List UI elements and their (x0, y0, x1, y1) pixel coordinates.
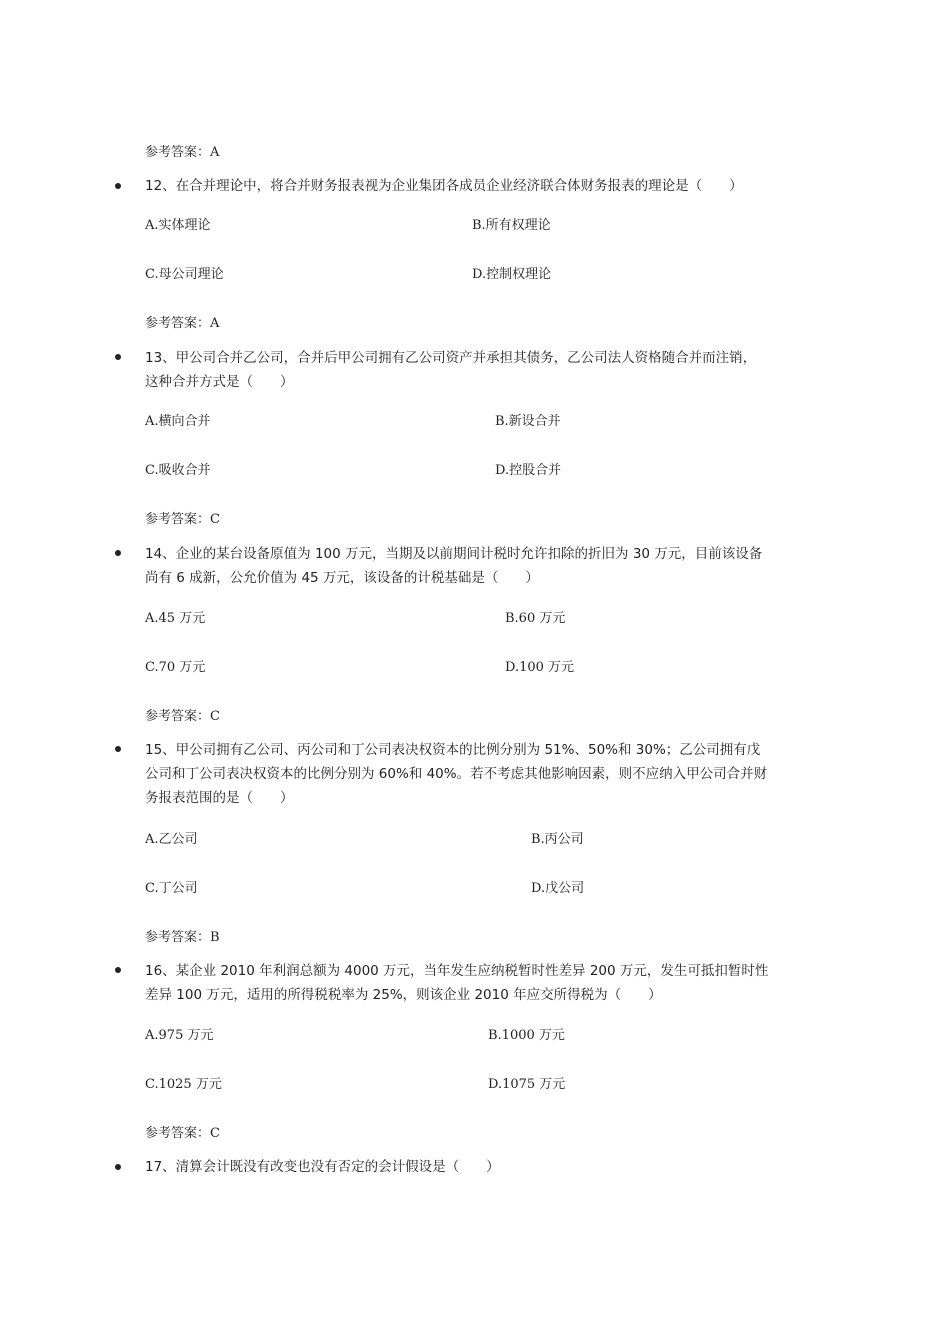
bullet-icon (115, 746, 121, 752)
option-14-d: D.100 万元 (505, 660, 575, 675)
option-15-c: C.丁公司 (145, 881, 198, 896)
question-15-line-1: 15、甲公司拥有乙公司、丙公司和丁公司表决权资本的比例分别为 51%、50%和 30%；乙公司拥有戊 (145, 742, 761, 758)
option-14-b: B.60 万元 (505, 611, 566, 626)
option-12-b: B.所有权理论 (472, 218, 551, 233)
question-17: 17、清算会计既没有改变也没有否定的会计假设是（ ） (145, 1159, 500, 1175)
question-13-line-2: 这种合并方式是（ ） (145, 374, 294, 390)
answer-14: 参考答案：C (145, 709, 220, 724)
option-13-d: D.控股合并 (495, 463, 562, 478)
question-14-line-1: 14、企业的某台设备原值为 100 万元，当期及以前期间计税时允许扣除的折旧为 30 万元，目前该设备 (145, 546, 763, 562)
option-15-a: A.乙公司 (145, 832, 198, 847)
question-12: 12、在合并理论中，将合并财务报表视为企业集团各成员企业经济联合体财务报表的理论是（ ） (145, 178, 743, 194)
question-13-line-1: 13、甲公司合并乙公司，合并后甲公司拥有乙公司资产并承担其债务，乙公司法人资格随合并而注销， (145, 350, 757, 366)
question-16-line-2: 差异 100 万元，适用的所得税税率为 25%，则该企业 2010 年应交所得税为（ ） (145, 987, 662, 1003)
option-15-b: B.丙公司 (531, 832, 584, 847)
bullet-icon (115, 183, 121, 189)
answer-13: 参考答案：C (145, 512, 220, 527)
option-15-d: D.戊公司 (531, 881, 585, 896)
option-16-b: B.1000 万元 (488, 1028, 565, 1043)
option-12-d: D.控制权理论 (472, 267, 552, 282)
bullet-icon (115, 967, 121, 973)
answer-16: 参考答案：C (145, 1126, 220, 1141)
answer-11: 参考答案：A (145, 145, 220, 160)
question-16-line-1: 16、某企业 2010 年利润总额为 4000 万元，当年发生应纳税暂时性差异 200 万元，发生可抵扣暂时性 (145, 963, 769, 979)
question-14-line-2: 尚有 6 成新，公允价值为 45 万元，该设备的计税基础是（ ） (145, 570, 539, 586)
bullet-icon (115, 354, 121, 360)
option-16-d: D.1075 万元 (488, 1077, 566, 1092)
question-13 (145, 346, 756, 394)
question-15-line-2: 公司和丁公司表决权资本的比例分别为 60%和 40%。若不考虑其他影响因素，则不应纳入甲公司合并财 (145, 766, 768, 782)
option-14-a: A.45 万元 (145, 611, 206, 626)
answer-15: 参考答案：B (145, 930, 220, 945)
question-15 (145, 738, 767, 810)
question-16 (145, 959, 768, 1007)
option-12-a: A.实体理论 (145, 218, 211, 233)
bullet-icon (115, 1164, 121, 1170)
question-14 (145, 542, 762, 590)
option-16-a: A.975 万元 (145, 1028, 214, 1043)
bullet-icon (115, 550, 121, 556)
option-12-c: C.母公司理论 (145, 267, 224, 282)
option-16-c: C.1025 万元 (145, 1077, 222, 1092)
answer-12: 参考答案：A (145, 316, 220, 331)
option-13-b: B.新设合并 (495, 414, 561, 429)
option-13-a: A.横向合并 (145, 414, 211, 429)
question-15-line-3: 务报表范围的是（ ） (145, 790, 294, 806)
option-14-c: C.70 万元 (145, 660, 206, 675)
option-13-c: C.吸收合并 (145, 463, 211, 478)
